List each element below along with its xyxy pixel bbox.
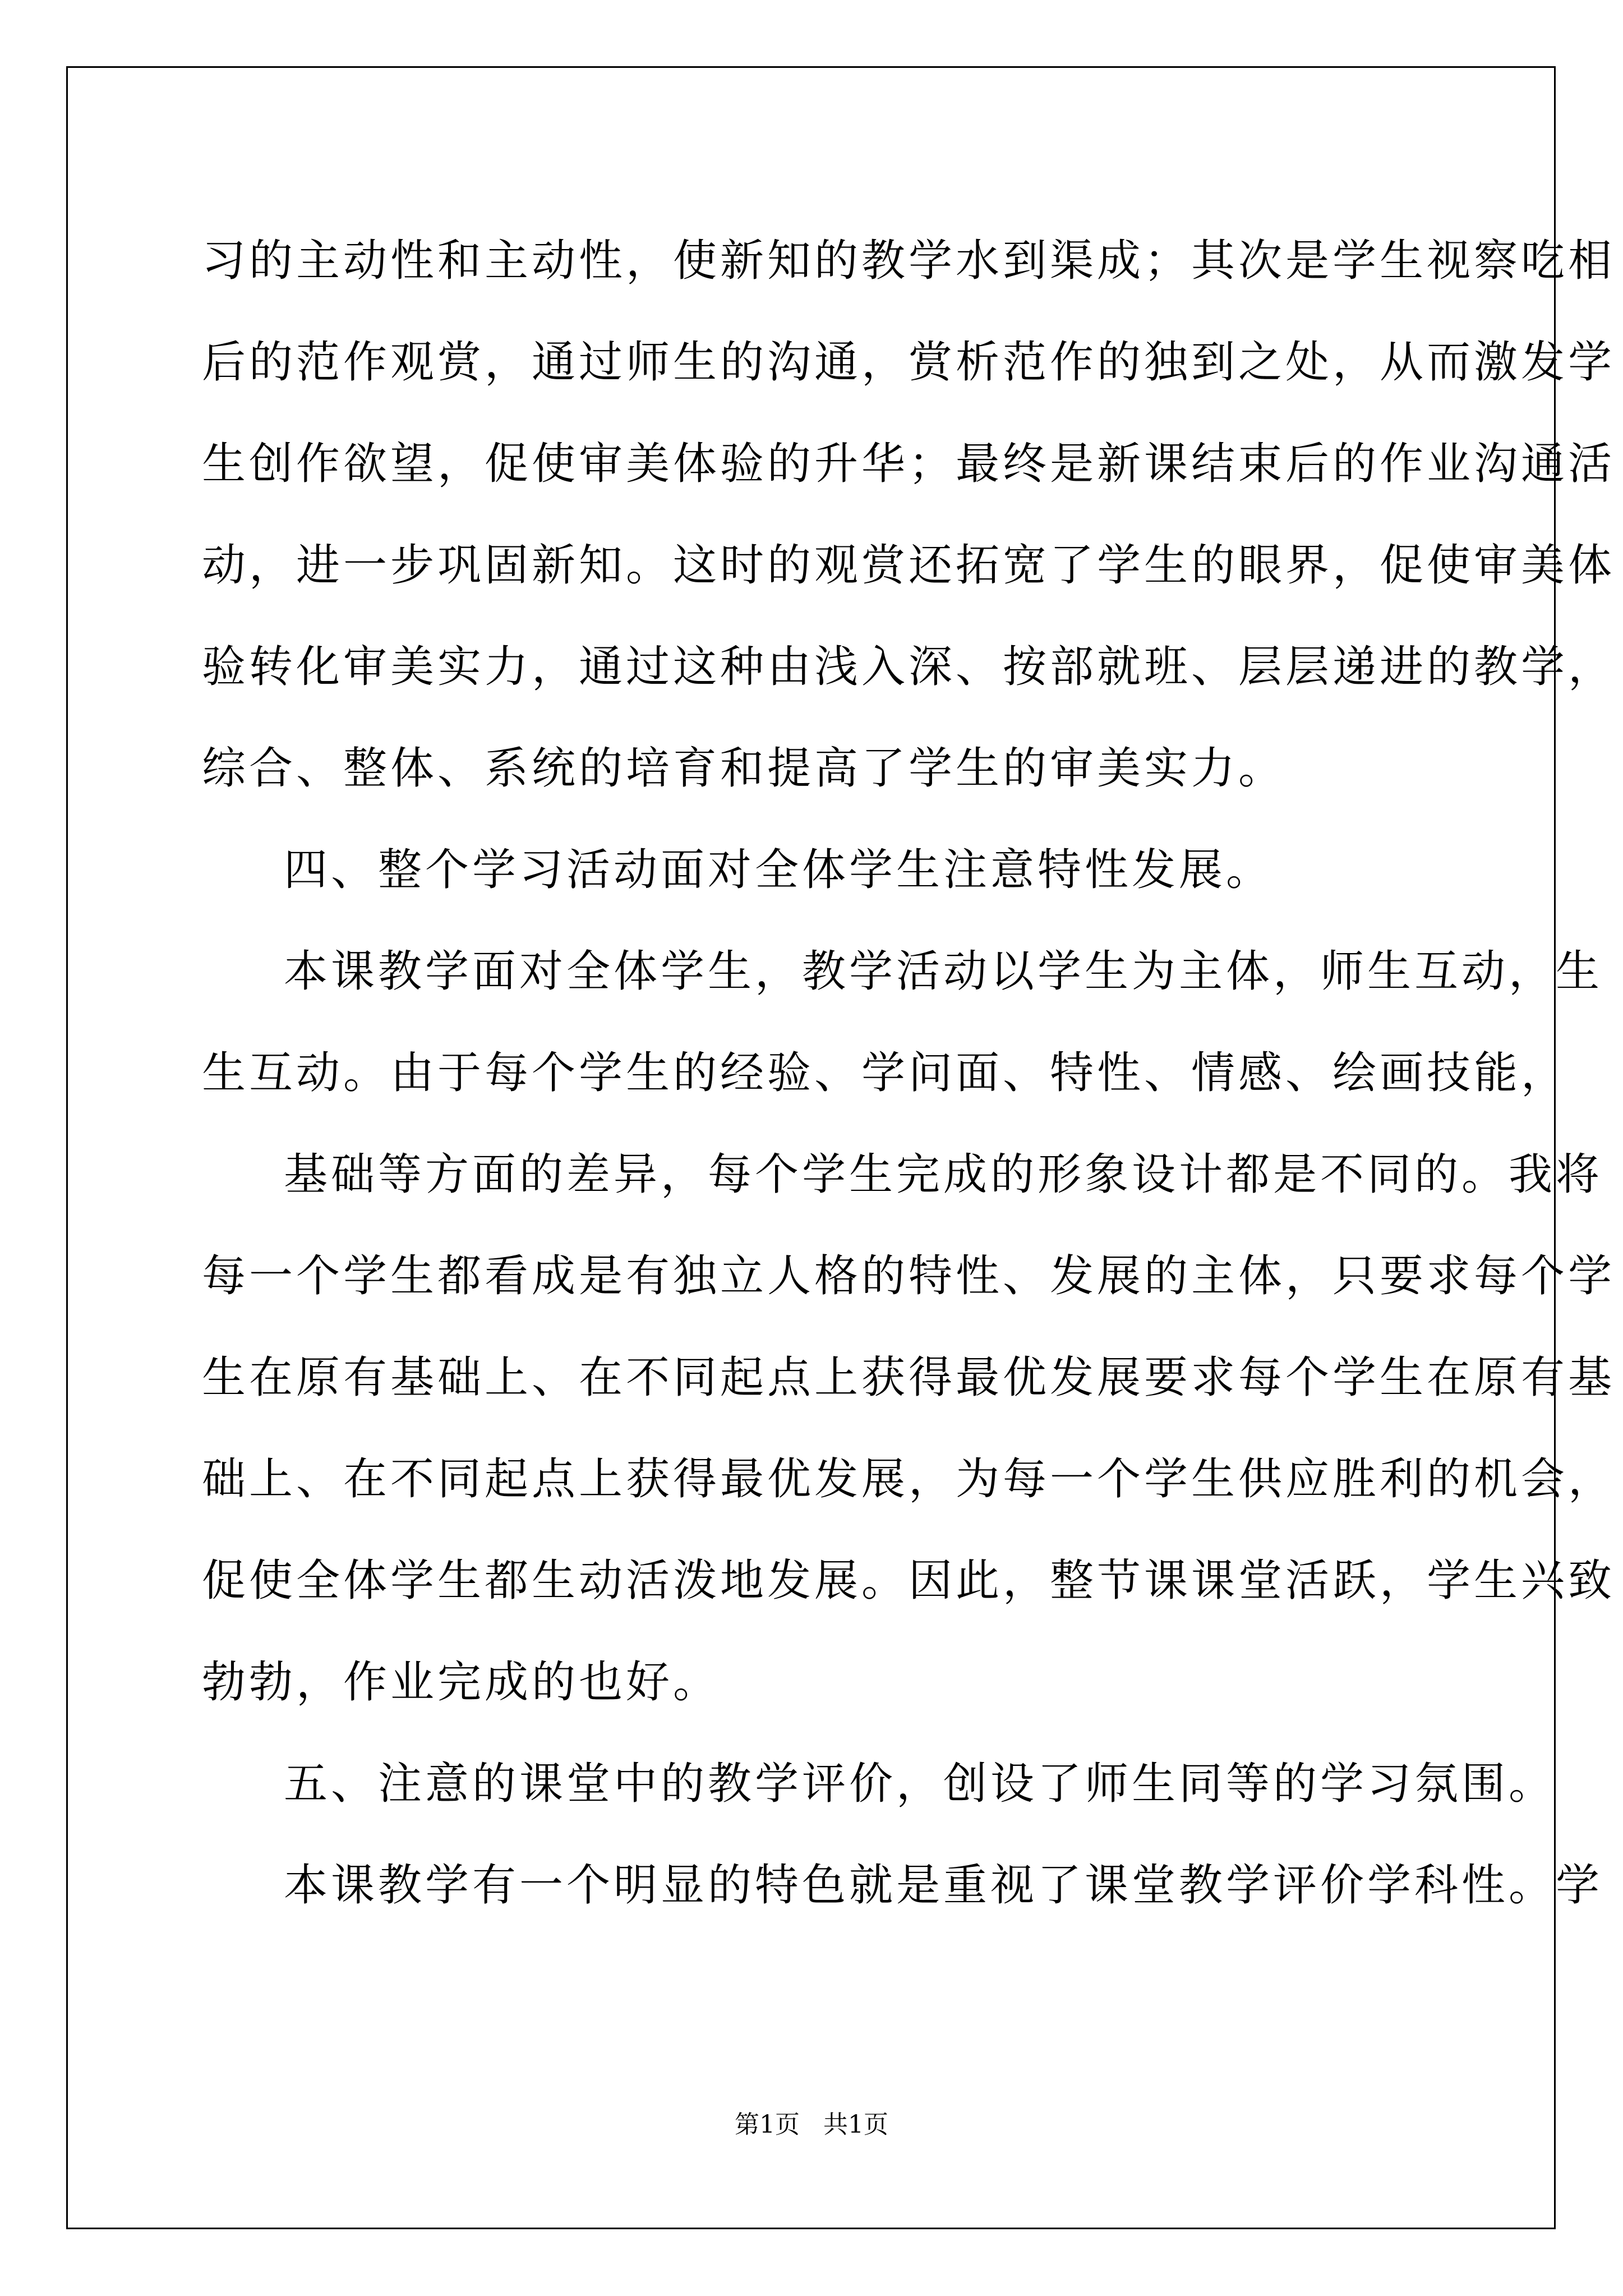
- text-line: 生互动。由于每个学生的经验、学问面、特性、情感、绘画技能，: [202, 1048, 1569, 1098]
- text-line: 后的范作观赏，通过师生的沟通，赏析范作的独到之处，从而激发学: [202, 337, 1616, 388]
- document-body: [202, 210, 1616, 1936]
- text-line: 基础等方面的差异，每个学生完成的形象设计都是不同的。我将: [284, 1149, 1603, 1200]
- text-line: 动，进一步巩固新知。这时的观赏还拓宽了学生的眼界，促使审美体: [202, 540, 1616, 591]
- page-number: 第1页 共1页: [735, 2110, 888, 2139]
- text-line: 础上、在不同起点上获得最优发展，为每一个学生供应胜利的机会，: [202, 1454, 1616, 1504]
- text-line: 本课教学有一个明显的特色就是重视了课堂教学评价学科性。学: [284, 1860, 1603, 1911]
- text-line: 每一个学生都看成是有独立人格的特性、发展的主体，只要求每个学: [202, 1251, 1616, 1301]
- text-line: 本课教学面对全体学生，教学活动以学生为主体，师生互动，生: [284, 946, 1603, 997]
- section-heading: 四、整个学习活动面对全体学生注意特性发展。: [284, 845, 1274, 895]
- text-line: 勃勃，作业完成的也好。: [202, 1657, 721, 1708]
- text-line: 促使全体学生都生动活泼地发展。因此，整节课课堂活跃，学生兴致: [202, 1556, 1616, 1606]
- text-line: 验转化审美实力，通过这种由浅入深、按部就班、层层递进的教学，: [202, 642, 1616, 692]
- text-line: 习的主动性和主动性，使新知的教学水到渠成；其次是学生视察吃相: [202, 236, 1616, 286]
- text-line: 生创作欲望，促使审美体验的升华；最终是新课结束后的作业沟通活: [202, 439, 1616, 489]
- text-line: 综合、整体、系统的培育和提高了学生的审美实力。: [202, 743, 1286, 794]
- text-line: 生在原有基础上、在不同起点上获得最优发展要求每个学生在原有基: [202, 1352, 1616, 1403]
- section-heading: 五、注意的课堂中的教学评价，创设了师生同等的学习氛围。: [284, 1759, 1556, 1809]
